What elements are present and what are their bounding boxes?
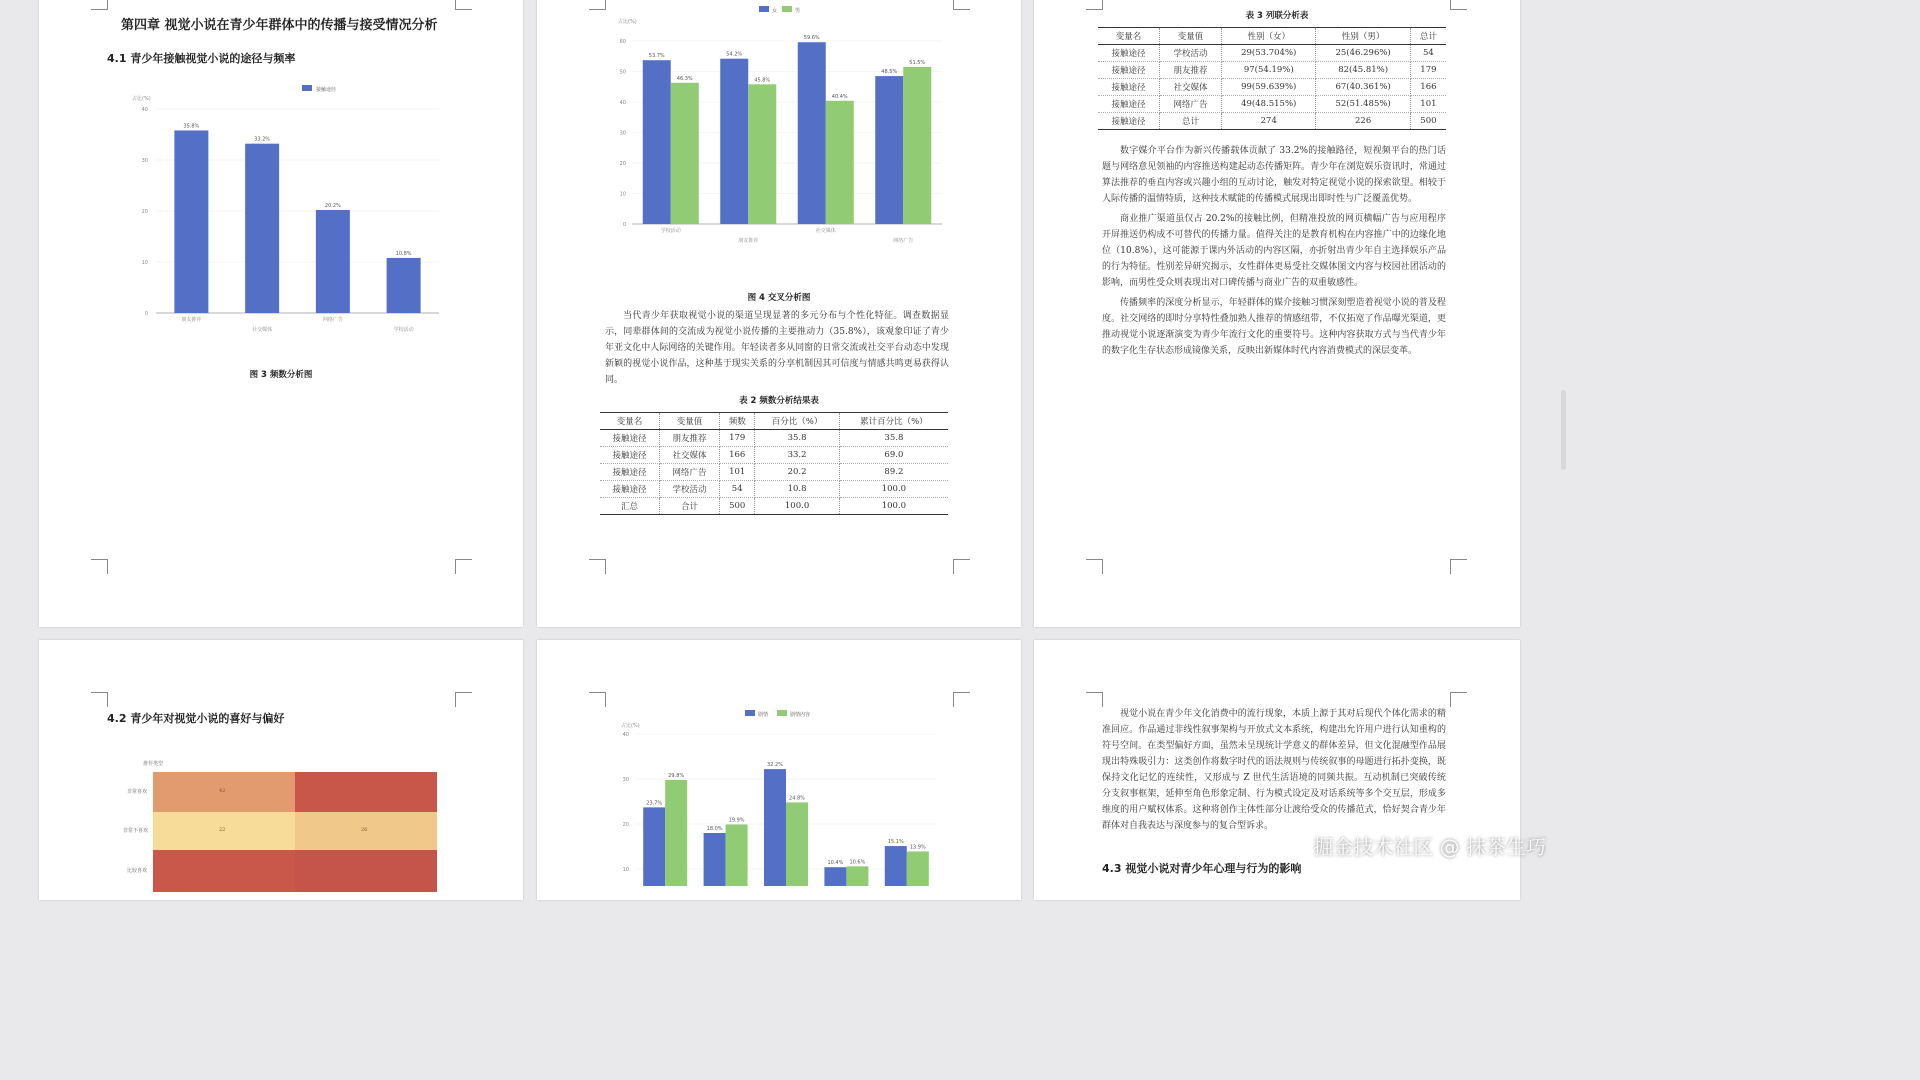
data-label: 54.2% [726,51,743,58]
bar [846,866,868,886]
crop-mark [953,692,970,707]
table-cell: 社交媒体 [659,447,719,464]
document-page-6 [1034,640,1520,900]
table-cell: 10.8 [755,481,839,498]
table-cell: 接触途径 [600,464,659,481]
table-header-cell: 总计 [1410,28,1446,45]
crop-mark [455,559,472,574]
legend-swatch [777,710,787,716]
y-tick-label: 30 [619,130,626,137]
heatmap-value: 22 [219,827,226,833]
x-tick-label: 朋友推荐 [738,238,759,244]
y-tick-label: 50 [619,69,626,76]
table-header-cell: 累计百分比（%） [839,413,948,430]
table-header-cell: 变量值 [1159,28,1221,45]
table-cell: 97(54.19%) [1222,62,1316,79]
bar [316,210,350,313]
table-row [600,481,948,498]
table-cell: 接触途径 [1098,96,1159,113]
data-label: 59.6% [803,35,820,42]
data-label: 23.7% [646,800,663,807]
table-cell: 35.8 [755,430,839,447]
table-row [600,430,948,447]
table-cell: 20.2 [755,464,839,481]
table-cell: 166 [1410,79,1446,96]
bar [387,258,421,313]
table-header-cell: 百分比（%） [755,413,839,430]
data-label: 10.8% [395,250,412,257]
data-label: 29.8% [668,772,685,779]
data-label: 24.8% [789,795,805,802]
table-cell: 49(48.515%) [1222,96,1316,113]
table-caption: 表 3 列联分析表 [1245,11,1309,21]
table-header-cell: 性别（女） [1222,28,1316,45]
table-cell: 29(53.704%) [1222,45,1316,62]
table-cell: 接触途径 [600,430,659,447]
y-tick-label: 40 [141,107,148,113]
section-title: 4.2 青少年对视觉小说的喜好与偏好 [107,712,285,725]
table-row [600,447,948,464]
bar [643,807,665,886]
paragraph-1: 数字媒介平台作为新兴传播载体贡献了 33.2%的接触路径，短视频平台的热门话题与网络意见领袖的内容推送构建起动态传播矩阵。青少年在浏览娱乐资讯时，常通过算法推荐的垂直内容或兴趣小组的互动讨论，触发对特定视觉小说的探索欲望。相较于人际传播的温情特质，这种技术赋能的传播模式展现出即时性与广泛覆盖优势。 [1102,146,1446,204]
data-label: 46.3% [676,75,693,82]
data-label: 40.4% [831,93,848,100]
table-cell: 166 [720,447,755,464]
y-tick-label: 10 [622,867,629,873]
table-cell: 学校活动 [659,481,719,498]
frequency-table [600,412,948,515]
data-label: 15.1% [887,839,904,846]
data-label: 32.2% [767,762,783,769]
y-tick-label: 10 [619,191,626,198]
table-header-cell: 变量名 [1098,28,1159,45]
heatmap-cell [295,772,437,812]
y-tick-label: 10 [141,260,148,266]
y-tick-label: 60 [619,39,626,45]
bar [174,130,208,313]
crop-mark [455,0,472,10]
y-tick-label: 0 [144,311,148,317]
bar [748,84,776,224]
table-cell: 52(51.485%) [1316,96,1410,113]
table-cell: 100.0 [755,498,839,515]
document-page-1 [39,0,523,627]
legend-swatch [782,6,792,12]
table-row [600,464,948,481]
crop-mark [1450,559,1467,574]
table-cell: 社交媒体 [1159,79,1221,96]
legend-swatch [745,710,755,716]
table-cell: 朋友推荐 [1159,62,1221,79]
table-row [1098,113,1446,130]
x-tick-label: 社交媒体 [252,327,273,333]
body-paragraph [1102,706,1446,838]
bar [903,67,931,224]
table-row [600,498,948,515]
table-cell: 99(59.639%) [1222,79,1316,96]
crop-mark [455,692,472,707]
contingency-table [1098,27,1446,130]
y-axis-label: 占比(%) [618,19,637,25]
table-header-cell: 变量值 [659,413,719,430]
data-label: 33.2% [254,136,271,143]
heatmap-cell [295,850,437,892]
bar [643,60,671,224]
figure-caption: 图 4 交叉分析图 [747,293,811,303]
table-header-cell: 频数 [720,413,755,430]
paragraph-2: 商业推广渠道虽仅占 20.2%的接触比例，但精准投放的网页横幅广告与应用程序开屏推送仍构成不可替代的传播力量。值得关注的是教育机构在内容推广中的边缘化地位（10.8%），这可能源于课内外活动的内容区隔，亦折射出青少年自主选择娱乐产品的行为特征。性别差异研究揭示，女性群体更易受社交媒体图文内容与校园社团活动的影响，而男性受众则表现出对口碑传播与商业广告的双重敏感性。 [1102,214,1446,288]
table-cell: 82(45.81%) [1316,62,1410,79]
bar [875,76,903,224]
bar [786,802,808,886]
crop-mark [589,692,606,707]
table-cell: 54 [1410,45,1446,62]
document-page-4 [39,640,523,900]
bar [720,59,748,224]
heatmap-row-label: 非常喜欢 [127,789,148,795]
y-axis-label: 占比(%) [621,723,640,729]
chapter-title: 第四章 视觉小说在青少年群体中的传播与接受情况分析 [121,18,438,33]
heatmap-title: 推荐类型 [143,761,164,767]
heatmap-row-label: 比较喜欢 [127,868,148,874]
bar [824,867,846,886]
bar [907,851,929,886]
table-cell: 学校活动 [1159,45,1221,62]
legend-swatch [302,85,312,91]
crop-mark [589,559,606,574]
y-axis-label: 占比(%) [132,96,151,102]
crop-mark [1086,559,1103,574]
data-label: 35.8% [183,123,200,130]
bar [798,42,826,224]
crop-mark [953,559,970,574]
figure-caption: 图 3 频数分析图 [249,370,313,380]
table-header-cell: 变量名 [600,413,659,430]
heatmap-value: 42 [219,788,226,794]
cross-analysis-bar-chart [612,5,957,245]
table-cell: 89.2 [839,464,948,481]
table-cell: 179 [1410,62,1446,79]
legend-label: 男 [795,8,801,14]
crop-mark [589,0,606,10]
table-row [1098,62,1446,79]
crop-mark [1086,692,1103,707]
section-title: 4.1 青少年接触视觉小说的途径与频率 [107,52,296,65]
data-label: 48.5% [881,69,898,76]
table-cell: 汇总 [600,498,659,515]
bar [885,846,907,886]
table-cell: 接触途径 [1098,113,1159,130]
document-page-5 [537,640,1021,900]
table-cell: 274 [1222,113,1316,130]
table-cell: 500 [1410,113,1446,130]
data-label: 10.4% [827,860,844,867]
data-label: 13.9% [909,844,926,851]
table-cell: 合计 [659,498,719,515]
x-tick-label: 朋友推荐 [181,317,202,323]
table-cell: 33.2 [755,447,839,464]
table-cell: 100.0 [839,498,948,515]
table-cell: 网络广告 [659,464,719,481]
table-cell: 25(46.296%) [1316,45,1410,62]
table-cell: 100.0 [839,481,948,498]
preference-bar-chart [617,706,947,886]
x-tick-label: 学校活动 [393,327,414,333]
y-tick-label: 20 [141,209,148,215]
y-tick-label: 40 [622,732,629,738]
bar [245,144,279,313]
bar [704,833,726,886]
table-caption: 表 2 频数分析结果表 [739,396,819,406]
table-cell: 69.0 [839,447,948,464]
table-cell: 54 [720,481,755,498]
crop-mark [91,692,108,707]
table-cell: 500 [720,498,755,515]
x-tick-label: 社交媒体 [815,228,836,234]
table-cell: 67(40.361%) [1316,79,1410,96]
paragraph-text: 当代青少年获取视觉小说的渠道呈现显著的多元分布与个性化特征。调查数据显示，同辈群体间的交流成为视觉小说传播的主要推动力（35.8%），该观象印证了青少年亚文化中人际网络的关键作用。年轻读者多从同窗的日常交流或社交平台动态中发现新颖的视觉小说作品，这种基于现实关系的分享机制因其可信度与情感共鸣更易获得认同。 [605,311,949,385]
table-cell: 接触途径 [1098,45,1159,62]
table-row [1098,79,1446,96]
crop-mark [91,559,108,574]
y-tick-label: 20 [619,161,626,167]
y-tick-label: 40 [619,100,626,106]
table-cell: 179 [720,430,755,447]
table-cell: 接触途径 [600,447,659,464]
data-label: 20.2% [324,202,341,209]
x-tick-label: 网络广告 [322,317,343,323]
heatmap-value: 26 [361,827,368,833]
data-label: 45.8% [754,77,771,84]
y-tick-label: 30 [141,158,148,164]
body-text [1102,143,1446,363]
bar [764,769,786,886]
frequency-bar-chart [124,83,444,345]
table-header-cell: 性别（男） [1316,28,1410,45]
document-page-2 [537,0,1021,627]
watermark: 掘金技术社区 @ 抹茶生巧 [1313,835,1546,859]
y-tick-label: 30 [622,777,629,783]
vertical-scrollbar[interactable] [1561,390,1566,470]
crop-mark [1450,692,1467,707]
table-cell: 接触途径 [600,481,659,498]
heatmap-cell [153,850,295,892]
bar [726,824,748,886]
table-cell: 226 [1316,113,1410,130]
table-row [1098,96,1446,113]
data-label: 18.0% [706,826,723,832]
heatmap-row-label: 非常不喜欢 [123,828,149,834]
body-paragraph [605,308,949,392]
legend-swatch [759,6,769,12]
paragraph-3: 传播频率的深度分析显示，年轻群体的媒介接触习惯深刻塑造着视觉小说的普及程度。社交网络的即时分享特性叠加熟人推荐的情感纽带，不仅拓宽了作品曝光渠道，更推动视觉小说逐渐演变为青少年流行文化的重要符号。这种内容获取方式与当代青少年的数字化生存状态形成镜像关系，反映出新媒体时代内容消费模式的深层变革。 [1102,298,1446,356]
table-cell: 101 [720,464,755,481]
data-label: 53.7% [648,53,665,60]
table-cell: 网络广告 [1159,96,1221,113]
y-tick-label: 0 [622,222,626,228]
bar [665,780,687,886]
legend-label: 接触途径 [316,87,337,93]
table-cell: 101 [1410,96,1446,113]
heatmap [153,772,437,892]
table-cell: 35.8 [839,430,948,447]
crop-mark [91,0,108,10]
legend-label: 剧情 [758,712,769,718]
table-cell: 总计 [1159,113,1221,130]
table-cell: 接触途径 [1098,79,1159,96]
x-tick-label: 学校活动 [660,228,681,234]
bar [826,101,854,224]
paragraph-text: 视觉小说在青少年文化消费中的流行现象，本质上源于其对后现代个体化需求的精准回应。作品通过非线性叙事架构与开放式文本系统，构建出允许用户进行认知重构的符号空间。在类型偏好方面，虽然未呈现统计学意义的群体差异，但文化混融型作品展现出特殊吸引力：这类创作将数字时代的语法规则与传统叙事的母题进行拓扑变换，既保持文化记忆的连续性，又形成与 Z 世代生活语境的同频共振。互动机制已突破传统分支叙事框架，延伸至角色形象定制、行为模式设定及对话系统等多个交互层，形成多维度的用户赋权体系。这种将创作主体性部分让渡给受众的传播范式，恰好契合青少年群体对自我表达与深度参与的复合型诉求。 [1102,709,1446,831]
data-label: 10.6% [849,859,866,866]
table-cell: 朋友推荐 [659,430,719,447]
table-cell: 接触途径 [1098,62,1159,79]
data-label: 51.5% [909,59,926,66]
legend-label: 剧情内容 [790,712,811,718]
y-tick-label: 20 [622,822,629,828]
data-label: 19.9% [728,817,745,824]
section-title: 4.3 视觉小说对青少年心理与行为的影响 [1102,862,1302,875]
x-tick-label: 网络广告 [893,238,914,244]
table-row [1098,45,1446,62]
document-page-3 [1034,0,1520,627]
bar [671,83,699,224]
legend-label: 女 [772,8,778,14]
